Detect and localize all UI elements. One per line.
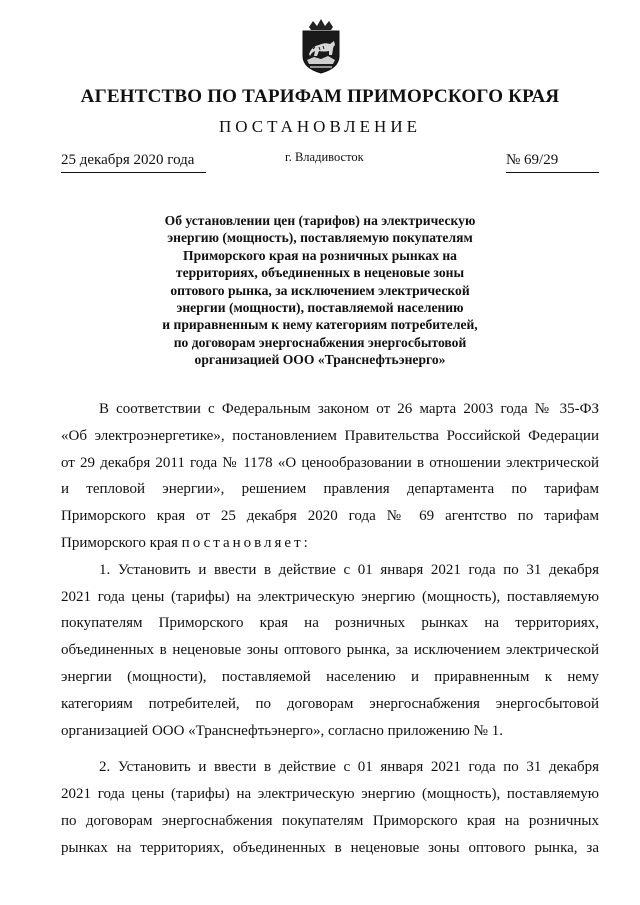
title-line: Об установлении цен (тарифов) на электрическую — [164, 213, 476, 228]
body-line — [61, 530, 599, 557]
title-line: и приравненным к нему категориям потребителей, — [162, 317, 478, 333]
document-body — [61, 396, 599, 862]
body-line: объединенных в неценовые зоны оптового рынка, за исключением электрической — [61, 642, 599, 659]
body-line: В соответствии с Федеральным законом от 26 марта 2003 года № 35-ФЗ — [99, 401, 599, 417]
body-line: энергии (мощности), поставляемой населению и приравненным к нему — [61, 668, 599, 685]
body-line: рынках на территориях, объединенных в неценовые зоны оптового рынка, за — [61, 839, 599, 856]
document-number: № 69/29 — [506, 152, 599, 173]
body-line: 2021 года цены (тарифы) на электрическую энергию (мощность), поставляемую — [61, 786, 599, 803]
body-line: категориям потребителей, по договорам энергоснабжения энергосбытовой — [61, 695, 599, 712]
title-line: энергии (мощности), поставляемой населению — [176, 300, 464, 316]
body-line: 1. Установить и ввести в действие с 01 января 2021 года по 31 декабря — [99, 561, 599, 578]
document-title — [120, 212, 520, 369]
agency-name: АГЕНТСТВО ПО ТАРИФАМ ПРИМОРСКОГО КРАЯ — [80, 86, 560, 107]
document-city: г. Владивосток — [285, 150, 364, 164]
document-type: ПОСТАНОВЛЕНИЕ — [218, 117, 421, 136]
paragraph-1 — [61, 557, 599, 745]
body-line: «Об электроэнергетике», постановлением Правительства Российской Федерации — [61, 427, 599, 444]
body-line: 2. Установить и ввести в действие с 01 января 2021 года по 31 декабря — [99, 759, 599, 776]
preamble-paragraph — [61, 396, 599, 557]
body-line: организацией ООО «Транснефтьэнерго», согласно приложению № 1. — [61, 722, 503, 739]
body-line: от 29 декабря 2011 года № 1178 «О ценообразовании в отношении электрической — [61, 454, 599, 471]
body-line: покупателям Приморского края на розничных рынках на территориях, — [61, 615, 599, 632]
body-line: 2021 года цены (тарифы) на электрическую энергию (мощность), поставляемую — [61, 588, 599, 605]
decree-word: постановляет: — [181, 534, 311, 551]
title-line: организацией ООО «Транснефтьэнерго» — [194, 352, 446, 368]
paragraph-2 — [61, 754, 599, 861]
title-line: энергию (мощность), поставляемую покупателям — [167, 230, 473, 246]
body-line: Приморского края от 25 декабря 2020 года № 69 агентство по тарифам — [61, 508, 599, 525]
body-line: и тепловой энергии», решением правления департамента по тарифам — [61, 481, 599, 498]
coat-of-arms-icon — [300, 18, 342, 74]
title-line: по договорам энергоснабжения энергосбытовой — [173, 334, 467, 350]
document-date: 25 декабря 2020 года — [61, 152, 206, 173]
title-line: Приморского края на розничных рынках на — [183, 247, 457, 263]
preamble-last-prefix: Приморского края — [61, 534, 178, 551]
title-line: территориях, объединенных в неценовые зоны — [175, 265, 465, 281]
body-line: по договорам энергоснабжения покупателям Приморского края на розничных — [61, 812, 599, 829]
title-line: оптового рынка, за исключением электрической — [170, 282, 470, 298]
